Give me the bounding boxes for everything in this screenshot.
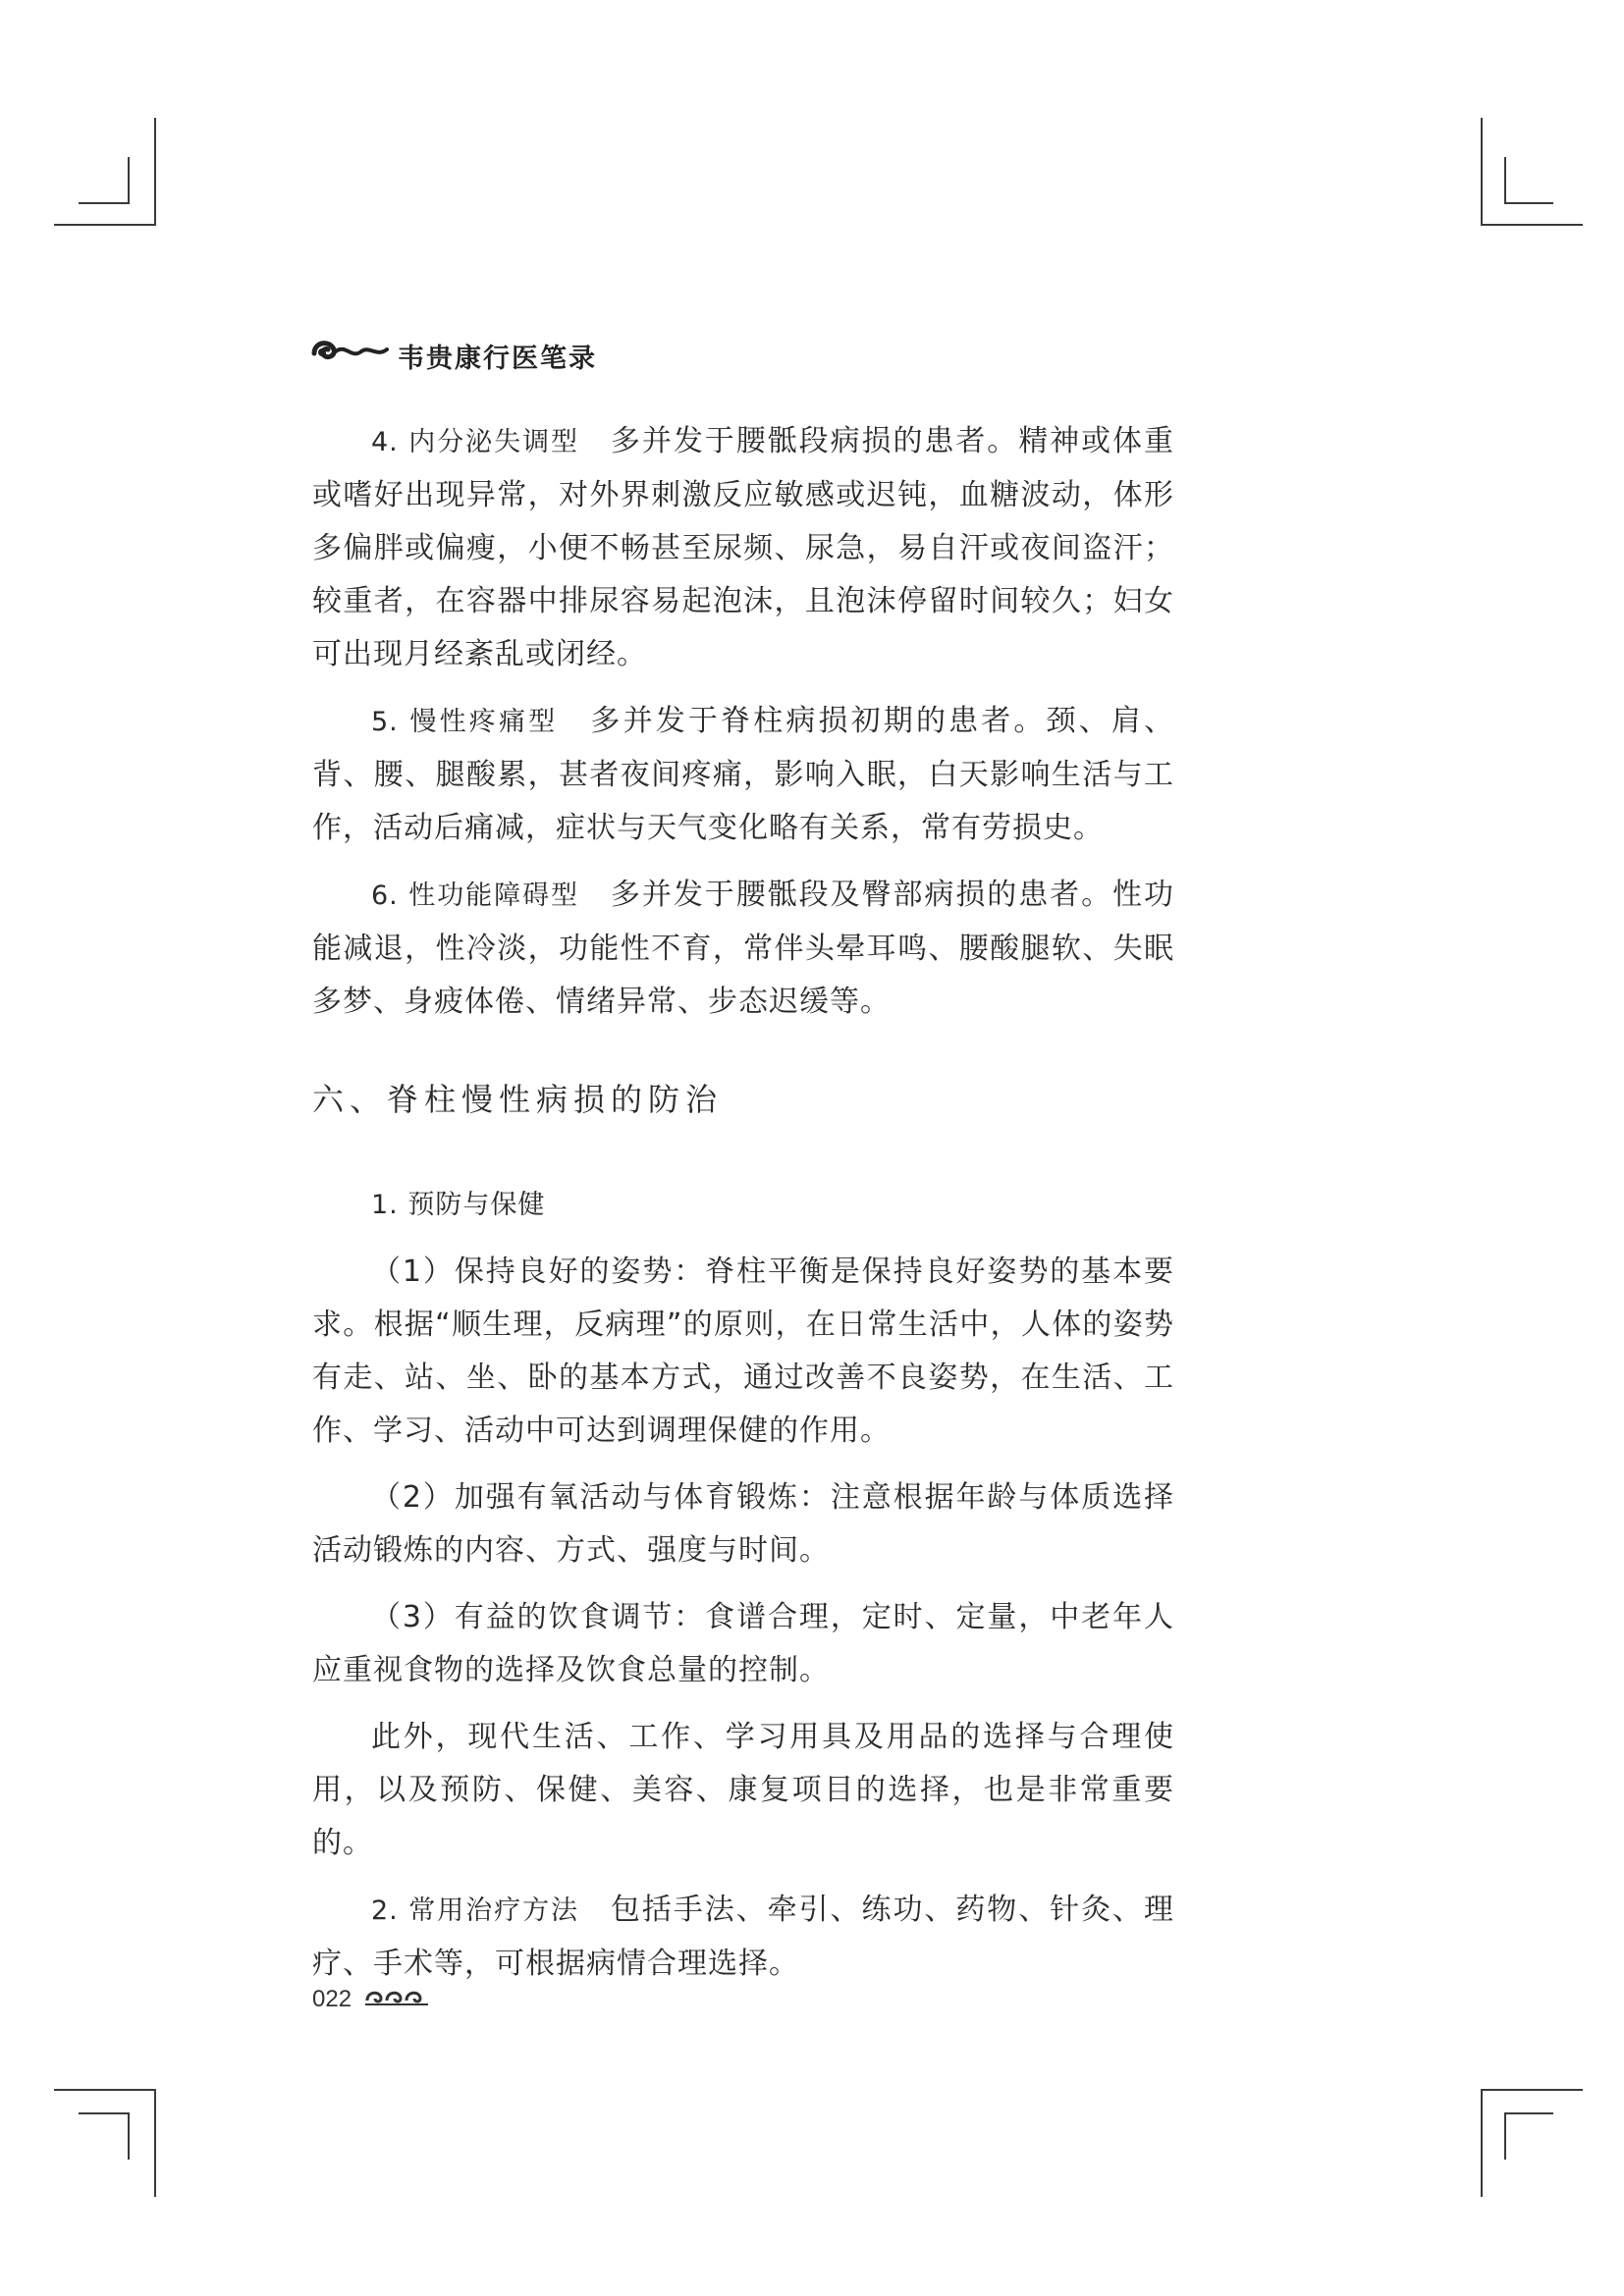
- paragraph-type-6: [312, 869, 1174, 1029]
- paragraph-item-1: （1）保持良好的姿势：脊柱平衡是保持良好姿势的基本要求。根据“顺生理，反病理”的原则，在日常生活中，人体的姿势有走、站、坐、卧的基本方式，通过改善不良姿势，在生活、工作、学习、活动中可达到调理保健的作用。: [312, 1255, 1174, 1448]
- paragraph-lead: 2. 常用治疗方法: [371, 1896, 579, 1926]
- crop-mark: [79, 202, 128, 204]
- paragraph-body: 包括手法、牵引、练功、药物、针灸、理疗、手术等，可根据病情合理选择。: [312, 1893, 1175, 1981]
- crop-mark: [128, 2112, 130, 2160]
- cloud-ornament-icon: [363, 1983, 432, 2010]
- crop-mark: [1481, 2089, 1483, 2197]
- paragraph-lead: 6. 性功能障碍型: [371, 881, 579, 911]
- paragraph-type-5: [312, 695, 1174, 855]
- cloud-ornament-icon: [308, 334, 391, 369]
- page-number: 022: [312, 1986, 352, 2012]
- running-header-title: 韦贵康行医笔录: [398, 344, 597, 374]
- subheading: 1. 预防与保健: [371, 1190, 546, 1220]
- crop-mark: [79, 2112, 128, 2114]
- crop-mark: [1504, 157, 1506, 204]
- crop-mark: [154, 118, 156, 226]
- body-text-lower: [312, 1178, 1174, 1991]
- section-heading: 六、脊柱慢性病损的防治: [312, 1081, 724, 1118]
- crop-mark: [1481, 224, 1583, 226]
- paragraph-item-3: （3）有益的饮食调节：食谱合理，定时、定量，中老年人应重视食物的选择及饮食总量的控制。: [312, 1600, 1174, 1687]
- crop-mark: [54, 224, 156, 226]
- crop-mark: [128, 157, 130, 204]
- body-text-upper: [312, 415, 1174, 1029]
- paragraph-lead: 5. 慢性疼痛型: [371, 707, 559, 737]
- paragraph-therapy: [312, 1884, 1174, 1991]
- crop-mark: [1504, 2112, 1506, 2160]
- paragraph-body: 多并发于脊柱病损初期的患者。颈、肩、背、腰、腿酸累，甚者夜间疼痛，影响入眠，白天影响生活与工作，活动后痛减，症状与天气变化略有关系，常有劳损史。: [312, 704, 1175, 845]
- paragraph-item-4: 此外，现代生活、工作、学习用具及用品的选择与合理使用，以及预防、保健、美容、康复项目的选择，也是非常重要的。: [312, 1720, 1174, 1860]
- crop-mark: [54, 2089, 156, 2091]
- paragraph-item-2: （2）加强有氧活动与体育锻炼：注意根据年龄与体质选择活动锻炼的内容、方式、强度与时间。: [312, 1480, 1174, 1568]
- crop-mark: [1504, 202, 1553, 204]
- crop-mark: [1504, 2112, 1553, 2114]
- paragraph-body: 多并发于腰骶段病损的患者。精神或体重或嗜好出现异常，对外界刺激反应敏感或迟钝，血糖波动，体形多偏胖或偏瘦，小便不畅甚至尿频、尿急，易自汗或夜间盗汗；较重者，在容器中排尿容易起泡沫，且泡沫停留时间较久；妇女可出现月经紊乱或闭经。: [312, 424, 1175, 671]
- paragraph-lead: 4. 内分泌失调型: [371, 427, 579, 457]
- paragraph-type-4: [312, 415, 1174, 681]
- crop-mark: [154, 2089, 156, 2197]
- paragraph-body: 多并发于腰骶段及臀部病损的患者。性功能减退，性冷淡，功能性不育，常伴头晕耳鸣、腰酸腿软、失眠多梦、身疲体倦、情绪异常、步态迟缓等。: [312, 878, 1175, 1019]
- crop-mark: [1481, 2089, 1583, 2091]
- crop-mark: [1481, 118, 1483, 226]
